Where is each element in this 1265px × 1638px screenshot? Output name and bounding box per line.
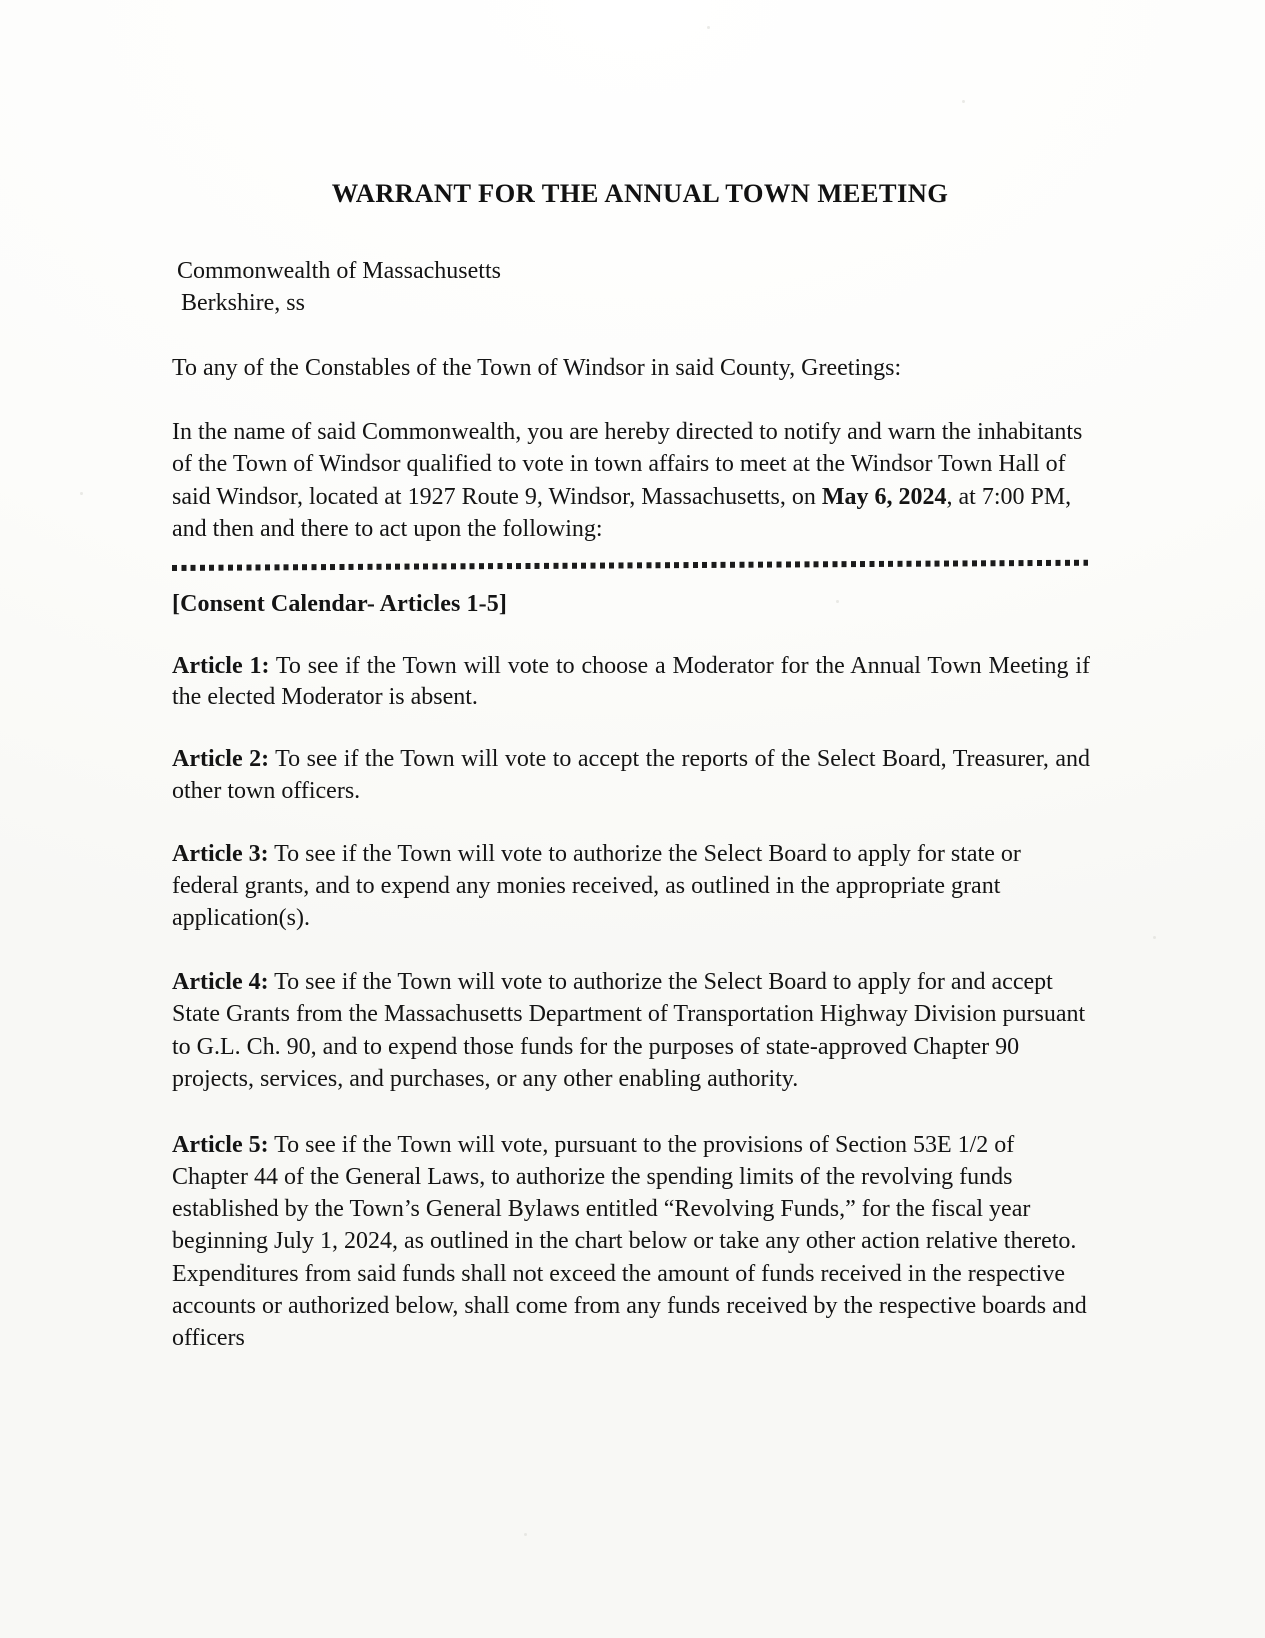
scan-speckle: [80, 492, 83, 495]
scan-speckle: [1153, 936, 1156, 939]
intro-text-before-date: In the name of said Commonwealth, you are hereby directed to notify and warn the inhabitants of the Town of Windsor qualified to vote in town affairs to meet at the Windsor Town Hall of said Windsor, located at 1927 Route 9, Windsor, Massachusetts, on: [172, 419, 1083, 510]
jurisdiction-block: [172, 256, 1090, 320]
article-4: [172, 966, 1090, 1095]
article-3-body: To see if the Town will vote to authorize the Select Board to apply for state or federal grants, and to expend any monies received, as outlined in the appropriate grant application(s).: [172, 840, 1021, 932]
page-title: WARRANT FOR THE ANNUAL TOWN MEETING: [331, 178, 949, 208]
warrant-intro-paragraph: [172, 416, 1090, 545]
article-1-body: To see if the Town will vote to choose a Moderator for the Annual Town Meeting if the elected Moderator is absent.: [172, 653, 1091, 711]
article-2-body: To see if the Town will vote to accept the reports of the Select Board, Treasurer, and other town officers.: [172, 746, 1091, 804]
constables-greeting: To any of the Constables of the Town of Windsor in said County, Greetings:: [172, 354, 902, 381]
commonwealth-line: Commonwealth of Massachusetts: [177, 258, 501, 284]
article-3-label: Article 3:: [172, 840, 269, 867]
article-1-label: Article 1:: [172, 653, 270, 680]
article-5-body: To see if the Town will vote, pursuant to the provisions of Section 53E 1/2 of Chapter 44 of the General Laws, to authorize the spending limits of the revolving funds established by the Town’s General Bylaws entitled “Revolving Funds,” for the fiscal year beginning July 1, 2024, as outlined in the chart below or take any other action relative thereto. Expenditures from said funds shall not exceed the amount of funds received in the respective accounts or authorized below, shall come from any funds received by the respective boards and officers: [172, 1131, 1087, 1351]
article-1: [172, 651, 1090, 713]
article-4-label: Article 4:: [172, 969, 269, 996]
article-5: [172, 1129, 1090, 1354]
article-5-label: Article 5:: [172, 1131, 269, 1158]
intro-text-after-date: , at 7:00 PM, and then and there to act upon the following:: [172, 483, 1072, 542]
document-body: [172, 0, 1090, 1378]
article-2: [172, 744, 1090, 806]
meeting-date: May 6, 2024: [821, 483, 947, 510]
article-3: [172, 838, 1090, 934]
scan-speckle: [524, 1533, 527, 1536]
article-2-label: Article 2:: [172, 746, 270, 773]
article-4-body: To see if the Town will vote to authorize the Select Board to apply for and accept State Grants from the Massachusetts Department of Transportation Highway Division pursuant to G.L. Ch. 90, and to expend those funds for the purposes of state-approved Chapter 90 projects, services, and purchases, or any other enabling authority.: [172, 969, 1086, 1092]
county-line: Berkshire, ss: [181, 289, 305, 316]
consent-calendar-heading: [Consent Calendar- Articles 1-5]: [172, 591, 507, 618]
